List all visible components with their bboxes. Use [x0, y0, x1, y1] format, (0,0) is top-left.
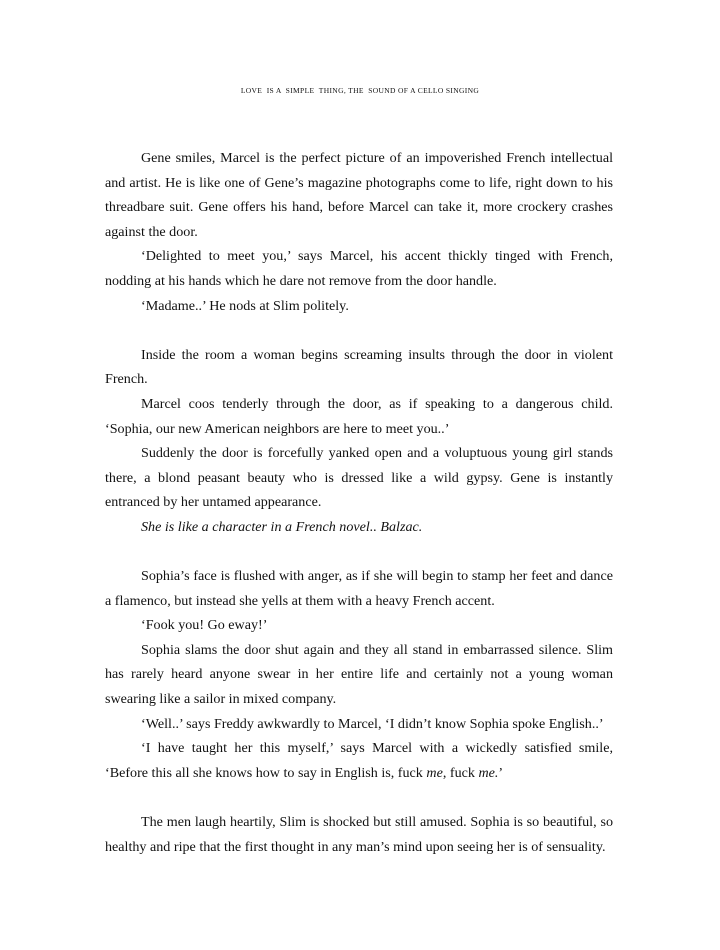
paragraph: The men laugh heartily, Slim is shocked but still amused. Sophia is so beautiful, so healthy and ripe that the first thought in any man’s mind upon seeing her is of sensuality. — [105, 814, 613, 855]
italic-thought-paragraph — [105, 515, 613, 540]
paragraph — [105, 736, 613, 785]
paragraph: Suddenly the door is forcefully yanked open and a voluptuous young girl stands there, a blond peasant beauty who is dressed like a wild gypsy. Gene is instantly entranced by her untamed appearance. — [105, 445, 613, 511]
body-text — [105, 146, 613, 859]
paragraph: Marcel coos tenderly through the door, as if speaking to a dangerous child. ‘Sophia, our new American neighbors are here to meet you..’ — [105, 395, 613, 437]
paragraph: Inside the room a woman begins screaming insults through the door in violent French. — [105, 346, 613, 388]
emphasis: me. — [478, 764, 499, 781]
paragraph: ‘Fook you! Go eway!’ — [141, 617, 268, 634]
section-break — [105, 540, 613, 565]
paragraph: Sophia slams the door shut again and they all stand in embarrassed silence. Slim has rarely heard anyone swear in her entire life and certainly not a young woman swearing like a sailor in mixed company. — [105, 641, 613, 708]
emphasis: me — [426, 764, 443, 781]
running-header: LOVE IS A SIMPLE THING, THE SOUND OF A CELLO SINGING — [240, 86, 480, 95]
italic-thought: She is like a character in a French novel.. Balzac. — [141, 518, 423, 535]
text-run: , fuck — [442, 764, 479, 781]
section-break — [105, 318, 613, 343]
paragraph: Gene smiles, Marcel is the perfect picture of an impoverished French intellectual and artist. He is like one of Gene’s magazine photographs come to life, right down to his threadbare suit. Gene offers his hand, before Marcel can take it, more crockery crashes against the door. — [105, 150, 613, 240]
text-run: ‘I have taught her this myself,’ says Marcel with a wickedly satisfied smile, ‘Before this all she knows how to say in English is, fuck — [105, 740, 613, 781]
section-break — [105, 785, 613, 810]
paragraph: ‘Delighted to meet you,’ says Marcel, his accent thickly tinged with French, nodding at his hands which he dare not remove from the door handle. — [105, 248, 613, 289]
paragraph: Sophia’s face is flushed with anger, as if she will begin to stamp her feet and dance a flamenco, but instead she yells at them with a heavy French accent. — [105, 568, 613, 609]
paragraph: ‘Madame..’ He nods at Slim politely. — [141, 297, 349, 314]
paragraph: ‘Well..’ says Freddy awkwardly to Marcel, ‘I didn’t know Sophia spoke English..’ — [141, 715, 604, 732]
text-run: ’ — [498, 764, 504, 781]
